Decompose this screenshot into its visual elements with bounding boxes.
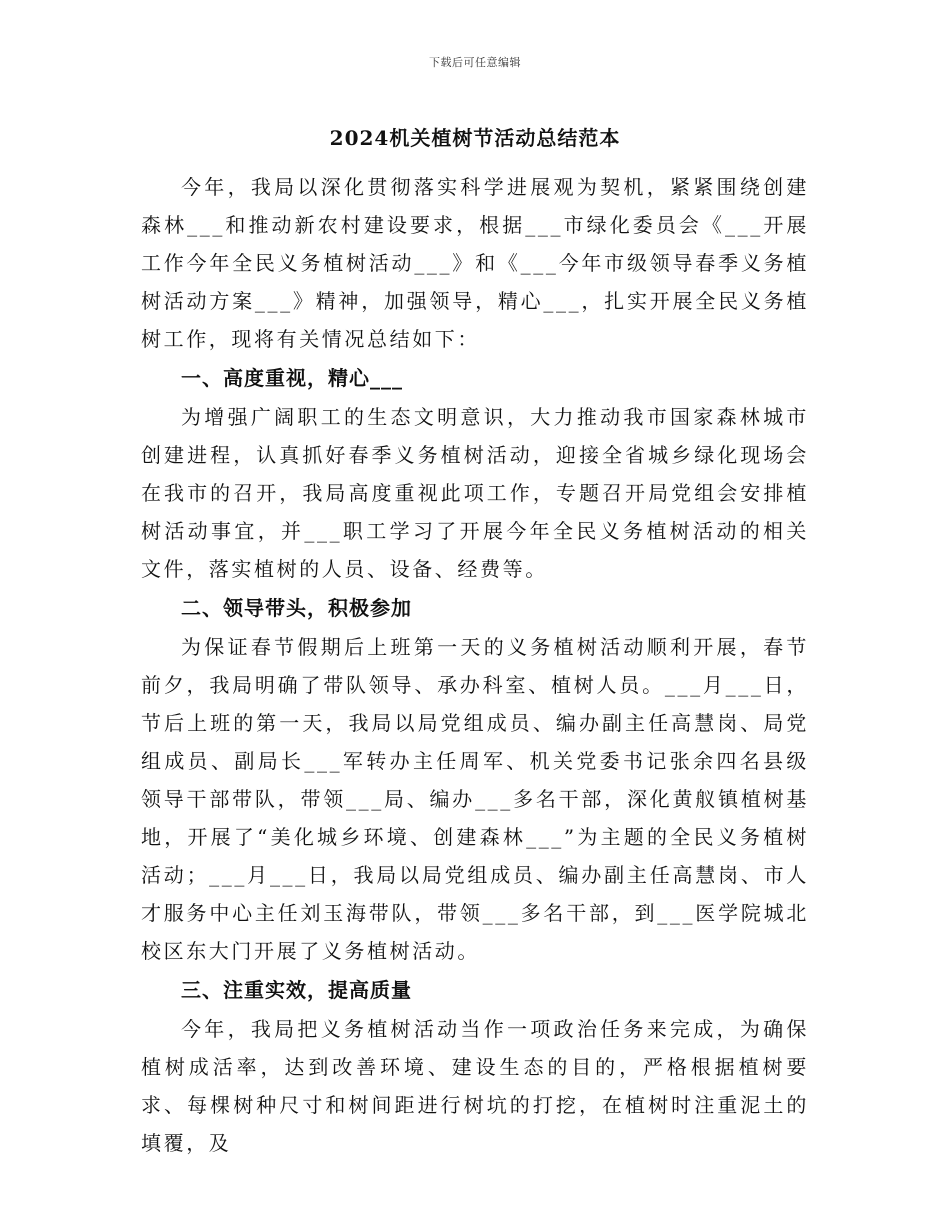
section-paragraph-1: 为增强广阔职工的生态文明意识，大力推动我市国家森林城市创建进程，认真抓好春季义务植树活动，迎接全省城乡绿化现场会在我市的召开，我局高度重视此项工作，专题召开局党组会安排植树活动事宜，并___职工学习了开展今年全民义务植树活动的相关文件，落实植树的人员、设备、经费等。 <box>141 405 809 581</box>
document-body <box>141 168 809 1162</box>
document-title: 2024机关植树节活动总结范本 <box>329 126 621 150</box>
download-note: 下载后可任意编辑 <box>429 56 521 69</box>
section-paragraph-3: 今年，我局把义务植树活动当作一项政治任务来完成，为确保植树成活率，达到改善环境、建设生态的目的，严格根据植树要求、每棵树种尺寸和树间距进行树坑的打挖，在植树时注重泥土的填覆，及 <box>141 1017 809 1155</box>
section-paragraph-2: 为保证春节假期后上班第一天的义务植树活动顺利开展，春节前夕，我局明确了带队领导、承办科室、植树人员。___月___日，节后上班的第一天，我局以局党组成员、编办副主任高慧岗、局党组成员、副局长___军转办主任周军、机关党委书记张余四名县级领导干部带队，带领___局、编办___多名干部，深化黄舣镇植树基地，开展了“美化城乡环境、创建森林___”为主题的全民义务植树活动；___月___日，我局以局党组成员、编办副主任高慧岗、市人才服务中心主任刘玉海带队，带领___多名干部，到___医学院城北校区东大门开展了义务植树活动。 <box>141 635 809 963</box>
section-heading-3: 三、注重实效，提高质量 <box>181 978 412 1002</box>
section-heading-2: 二、领导带头，积极参加 <box>181 596 412 620</box>
section-heading-1: 一、高度重视，精心___ <box>181 366 403 390</box>
intro-paragraph: 今年，我局以深化贯彻落实科学进展观为契机，紧紧围绕创建森林___和推动新农村建设要求，根据___市绿化委员会《___开展工作今年全民义务植树活动___》和《___今年市级领导春季义务植树活动方案___》精神，加强领导，精心___，扎实开展全民义务植树工作，现将有关情况总结如下： <box>141 175 809 351</box>
